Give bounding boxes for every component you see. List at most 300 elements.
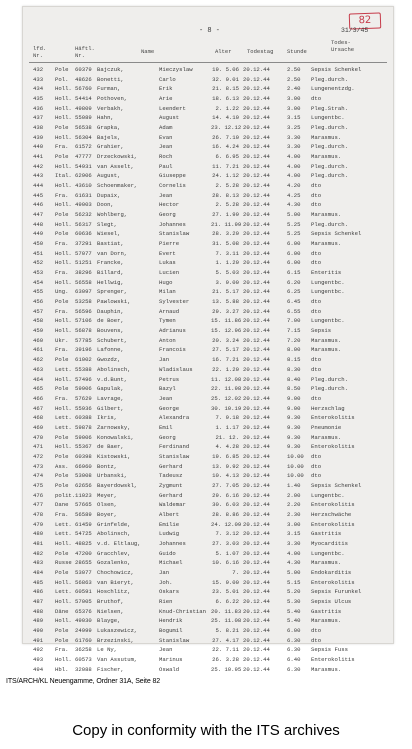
row-prisoner-number: 56232 [75, 211, 92, 219]
header-cause: Todes- Ursache [331, 39, 355, 53]
row-birth-day: 4. [215, 443, 223, 451]
row-prisoner-number: 57665 [75, 501, 92, 509]
row-death-time: 2.50 [287, 75, 301, 83]
row-number: 458 [33, 317, 44, 325]
table-row [31, 636, 387, 646]
row-death-date: 20.12.44 [243, 201, 270, 209]
row-birth-year: 9.01 [225, 75, 239, 83]
table-row [31, 171, 387, 181]
row-birth-date [211, 142, 239, 152]
row-birth-day: 5. [215, 269, 223, 277]
row-death-time: 6.45 [287, 298, 301, 306]
row-surname: Kistowski, [97, 452, 131, 460]
row-first-name: Georg [159, 211, 176, 219]
row-birth-day: 15. [211, 317, 222, 325]
row-prisoner-number: 63097 [75, 288, 92, 296]
row-birth-day: 27. [212, 481, 223, 489]
table-row [31, 491, 387, 501]
row-birth-day: 13. [212, 462, 223, 470]
row-category: Pole [55, 66, 69, 73]
row-death-date: 20.12.44 [243, 249, 270, 257]
row-number: 443 [33, 172, 44, 180]
row-first-name: Albert [159, 510, 180, 518]
row-birth-date [211, 597, 239, 607]
row-prisoner-number: 57496 [75, 375, 92, 383]
row-first-name: Erik [159, 85, 173, 93]
row-death-time: 5.40 [287, 607, 301, 615]
row-category: Fra. [55, 269, 69, 277]
row-surname: Bontz, [97, 462, 118, 470]
row-cause: Lungentbc. [311, 317, 345, 325]
row-birth-day: 23. [211, 124, 222, 132]
row-first-name: Bazyl [159, 385, 176, 393]
row-number: 440 [33, 143, 44, 151]
row-prisoner-number: 60591 [75, 588, 92, 596]
row-category: Pole [55, 230, 69, 238]
row-first-name: Hendrik [159, 617, 183, 625]
row-prisoner-number: 24999 [75, 626, 92, 634]
row-category: Holl. [55, 617, 72, 625]
row-category: Pole [55, 385, 69, 393]
row-death-date: 20.12.44 [243, 539, 270, 547]
row-number: 457 [33, 307, 44, 315]
row-death-time: 8.15 [287, 356, 301, 364]
row-birth-date [211, 326, 242, 336]
row-death-time: 4.30 [287, 559, 301, 567]
row-birth-year: 9.92 [225, 462, 239, 470]
row-death-time: 3.30 [287, 143, 301, 151]
row-surname: Van Assutum, [97, 655, 138, 663]
row-category: Fra. [55, 240, 69, 248]
row-death-date: 20.12.44 [243, 568, 270, 576]
table-row [31, 597, 387, 607]
row-death-time: 2.30 [287, 510, 301, 518]
row-death-date: 20.12.44 [243, 288, 270, 296]
row-death-date: 20.12.44 [243, 636, 270, 644]
row-surname: Abolinsch, [97, 530, 131, 538]
row-prisoner-number: 56304 [75, 133, 92, 141]
row-birth-day: 28. [212, 191, 223, 199]
row-cause: Endokarditis [311, 568, 352, 576]
row-death-time: 2.20 [287, 501, 301, 509]
row-death-date: 20.12.44 [243, 220, 270, 228]
row-cause: Pleg.durch. [311, 143, 348, 151]
row-prisoner-number: 60388 [75, 414, 92, 422]
row-birth-year: 12.96 [224, 327, 242, 335]
row-death-time: 8.30 [287, 365, 301, 373]
row-prisoner-number: 56589 [75, 510, 92, 518]
row-birth-year: 12.02 [224, 394, 242, 402]
row-number: 441 [33, 153, 44, 161]
row-cause: Pleg.Strah. [311, 104, 348, 112]
table-row [31, 520, 387, 530]
row-prisoner-number: 53008 [75, 472, 92, 480]
row-birth-day: 30. [211, 404, 222, 412]
table-row [31, 84, 387, 94]
row-death-time: 4.00 [287, 153, 301, 161]
table-row [31, 626, 387, 636]
row-surname: Schoenmaker, [97, 182, 138, 190]
row-number: 487 [33, 597, 44, 605]
row-death-date: 20.12.44 [243, 433, 270, 441]
row-first-name: Zygmunt [159, 481, 183, 489]
table-row [31, 655, 387, 665]
row-category: Pole [55, 124, 69, 132]
row-cause: Lungentbc. [311, 549, 345, 557]
row-birth-year: 10.95 [224, 665, 242, 673]
row-prisoner-number: 61572 [75, 143, 92, 151]
row-first-name: Jean [159, 191, 173, 199]
row-surname: Gapulak, [97, 385, 124, 393]
row-cause: Enterokolitis [311, 578, 355, 586]
row-first-name: Sylvester [159, 298, 190, 306]
row-birth-year: 8.13 [225, 191, 239, 199]
row-category: Pole [55, 626, 69, 634]
row-cause: Marasmus. [311, 433, 342, 441]
row-prisoner-number: 59006 [75, 433, 92, 441]
row-birth-year: 10.19 [224, 404, 242, 412]
row-prisoner-number: 48825 [75, 539, 92, 547]
row-birth-day: 27. [212, 211, 223, 219]
table-row [31, 568, 387, 578]
row-number: 435 [33, 95, 44, 103]
row-cause: Pleg.durch. [311, 375, 348, 383]
row-birth-day: 24. [211, 520, 222, 528]
row-cause: Herzschlag [311, 404, 345, 412]
row-prisoner-number: 61002 [75, 356, 92, 364]
row-category: Fra. [55, 346, 69, 354]
row-birth-day: 11. [212, 162, 223, 170]
row-birth-year: 6.16 [225, 491, 239, 499]
row-category: Holl. [55, 133, 72, 141]
row-surname: de Baer, [97, 443, 124, 451]
row-birth-date [211, 423, 239, 433]
row-first-name: Roch [159, 153, 173, 161]
row-death-date: 20.12.44 [243, 559, 270, 567]
header-time: Stunde [287, 48, 307, 55]
table-row [31, 616, 387, 626]
row-category: Fra. [55, 307, 69, 315]
row-death-date: 20.12.44 [243, 230, 270, 238]
row-first-name: Bogumil [159, 626, 183, 634]
row-death-time: 8.50 [287, 385, 301, 393]
row-surname: Chochowicz, [97, 568, 134, 576]
row-number: 470 [33, 433, 44, 441]
row-birth-day: 22. [211, 385, 222, 393]
row-death-date: 20.12.44 [243, 472, 270, 480]
row-birth-year: 12. [228, 433, 239, 441]
table-row [31, 297, 387, 307]
row-death-date: 20.12.44 [243, 211, 270, 219]
row-death-time: 6.00 [287, 259, 301, 267]
row-death-time: 8.40 [287, 375, 301, 383]
row-birth-day: 19. [212, 66, 223, 73]
row-birth-day: 14. [212, 114, 223, 122]
row-first-name: Wladislaus [159, 365, 193, 373]
row-prisoner-number: 53077 [75, 568, 92, 576]
row-cause: Lungenentzdg. [311, 85, 355, 93]
table-row [31, 104, 387, 114]
row-death-date: 20.12.44 [243, 665, 270, 673]
row-birth-year: 5.28 [225, 201, 239, 209]
table-row [31, 142, 387, 152]
row-number: 486 [33, 588, 44, 596]
row-birth-date [211, 200, 239, 210]
table-row [31, 481, 387, 491]
row-prisoner-number: 66960 [75, 462, 92, 470]
table-row [31, 162, 387, 172]
header-prisoner-nr: Häftl. Nr. [75, 45, 95, 59]
row-category: Holl. [55, 249, 72, 257]
row-category: Ukr. [55, 336, 69, 344]
row-birth-date [211, 607, 242, 617]
row-number: 447 [33, 211, 44, 219]
row-death-time: 6.30 [287, 646, 301, 654]
row-cause: Sepsis Schenkel [311, 66, 362, 73]
row-birth-day: 7. [215, 414, 223, 422]
row-birth-day: 16. [212, 143, 223, 151]
row-number: 490 [33, 626, 44, 634]
row-birth-date [211, 665, 242, 675]
row-death-date: 20.12.44 [243, 385, 270, 393]
row-cause: Sepsis Schenkel [311, 230, 362, 238]
row-birth-year: 8.86 [225, 510, 239, 518]
row-birth-date [211, 229, 239, 239]
row-first-name: Evert [159, 249, 176, 257]
row-number: 469 [33, 423, 44, 431]
row-birth-year: 1.12 [225, 172, 239, 180]
row-first-name: Ludwig [159, 530, 180, 538]
row-death-date: 20.12.44 [243, 462, 270, 470]
table-row [31, 287, 387, 297]
row-number: 477 [33, 501, 44, 509]
row-category: Holl. [55, 259, 72, 267]
row-category: Pole [55, 298, 69, 306]
page-stamp: 82 [349, 12, 382, 29]
row-birth-date [211, 268, 239, 278]
row-category: Holl. [55, 655, 72, 663]
row-prisoner-number: 55388 [75, 365, 92, 373]
row-birth-day: 1. [215, 423, 223, 431]
row-birth-date [211, 181, 239, 191]
row-birth-date [211, 152, 239, 162]
row-death-date: 20.12.44 [243, 327, 270, 335]
row-birth-year: 3.24 [225, 336, 239, 344]
row-birth-date [211, 394, 242, 404]
row-prisoner-number: 56878 [75, 327, 92, 335]
row-birth-date [211, 191, 239, 201]
row-surname: Slegt, [97, 220, 118, 228]
row-birth-date [211, 171, 239, 181]
row-birth-date [211, 626, 239, 636]
row-birth-date [211, 345, 239, 355]
row-birth-date [211, 249, 239, 259]
row-death-time: 10.00 [287, 472, 304, 480]
row-first-name: Jean [159, 646, 173, 654]
table-row [31, 181, 387, 191]
row-surname: Grapka, [97, 124, 121, 132]
row-category: Holl. [55, 104, 72, 112]
row-birth-year: 7.10 [225, 133, 239, 141]
table-row [31, 665, 387, 675]
row-death-date: 20.12.44 [243, 278, 270, 286]
row-death-time: 2.40 [287, 85, 301, 93]
row-category: Däne [55, 607, 69, 615]
row-number: 448 [33, 220, 44, 228]
row-death-date: 20.12.44 [243, 153, 270, 161]
row-number: 449 [33, 230, 44, 238]
row-birth-date [211, 239, 239, 249]
row-prisoner-number: 36258 [75, 646, 92, 654]
row-prisoner-number: 59906 [75, 385, 92, 393]
row-death-time: 4.20 [287, 182, 301, 190]
table-row [31, 462, 387, 472]
row-birth-day: 28. [212, 230, 223, 238]
row-surname: Lafonne, [97, 346, 124, 354]
row-category: Pole [55, 636, 69, 644]
row-cause: dto [311, 201, 322, 209]
row-death-date: 20.12.44 [243, 269, 270, 277]
row-birth-date [211, 384, 242, 394]
row-prisoner-number: 28655 [75, 559, 92, 567]
row-first-name: Lucien [159, 269, 180, 277]
row-birth-date [211, 278, 239, 288]
row-birth-day: 23. [212, 588, 223, 596]
row-category: Pol. [55, 75, 69, 83]
row-category: Pole [55, 356, 69, 364]
row-first-name: Evan [159, 133, 173, 141]
table-row [31, 500, 387, 510]
row-birth-year: 7.21 [225, 162, 239, 170]
row-birth-year: 5.06 [225, 66, 239, 73]
row-death-time: 9.30 [287, 414, 301, 422]
row-birth-year: 5.88 [225, 298, 239, 306]
row-first-name: Rien [159, 597, 173, 605]
row-birth-day: 11. [211, 375, 222, 383]
row-death-time: 5.20 [287, 588, 301, 596]
row-prisoner-number: 55936 [75, 404, 92, 412]
table-row [31, 336, 387, 346]
row-birth-year: 9.18 [225, 414, 239, 422]
row-death-date: 20.12.44 [243, 346, 270, 354]
row-surname: Billard, [97, 269, 124, 277]
row-death-time: 1.40 [287, 481, 301, 489]
row-surname: Grinfelde, [97, 520, 131, 528]
row-death-date: 20.12.44 [243, 75, 270, 83]
table-row [31, 200, 387, 210]
row-number: 481 [33, 539, 44, 547]
row-birth-date [211, 471, 239, 481]
row-death-time: 6.25 [287, 288, 301, 296]
row-surname: August, [97, 172, 121, 180]
row-death-date: 20.12.44 [243, 481, 270, 489]
row-prisoner-number: 11023 [75, 491, 92, 499]
row-prisoner-number: 57785 [75, 336, 92, 344]
row-first-name: Joh. [159, 578, 173, 586]
row-birth-date [211, 404, 242, 414]
table-row [31, 549, 387, 559]
table-row [31, 326, 387, 336]
row-death-date: 20.12.44 [243, 501, 270, 509]
header-age: Alter [215, 48, 232, 55]
row-birth-year: 6.22 [225, 597, 239, 605]
row-first-name: August [159, 114, 180, 122]
table-row [31, 278, 387, 288]
row-first-name: Georg [159, 433, 176, 441]
row-category: Holl. [55, 85, 72, 93]
table-row [31, 529, 387, 539]
row-cause: Pneumonie [311, 423, 342, 431]
row-surname: Boyer, [97, 510, 118, 518]
row-birth-date [211, 578, 239, 588]
row-category: Pole [55, 452, 69, 460]
row-birth-date [211, 558, 239, 568]
row-death-time: 4.30 [287, 201, 301, 209]
document-page [22, 6, 394, 673]
row-death-time: 2.50 [287, 66, 301, 73]
row-first-name: Petrus [159, 375, 180, 383]
row-death-time: 9.30 [287, 423, 301, 431]
row-death-date: 20.12.44 [243, 182, 270, 190]
row-prisoner-number: 60573 [75, 655, 92, 663]
row-birth-date [211, 587, 239, 597]
row-first-name: Michael [159, 559, 183, 567]
row-first-name: Marinus [159, 655, 183, 663]
row-birth-day: 30. [212, 501, 223, 509]
row-first-name: Francois [159, 346, 186, 354]
row-cause: Marasmus. [311, 559, 342, 567]
row-birth-day: 21. [212, 85, 223, 93]
row-birth-day: 21. [212, 288, 223, 296]
row-cause: Marasmus. [311, 240, 342, 248]
row-cause: Enterokolitis [311, 414, 355, 422]
table-row [31, 268, 387, 278]
row-birth-day: 2. [215, 104, 223, 112]
row-birth-date [211, 287, 239, 297]
row-death-date: 20.12.44 [243, 655, 270, 663]
row-prisoner-number: 60398 [75, 452, 92, 460]
row-death-date: 20.12.44 [243, 404, 270, 412]
row-category: Pole [55, 481, 69, 489]
row-surname: Lukaszewicz, [97, 626, 138, 634]
row-death-date: 20.12.44 [243, 597, 270, 605]
row-death-date: 20.12.44 [243, 114, 270, 122]
row-category: Hbl. [55, 665, 69, 673]
row-death-date: 20.12.44 [243, 375, 270, 383]
row-number: 479 [33, 520, 44, 528]
row-prisoner-number: 53258 [75, 298, 92, 306]
row-birth-year: 6.85 [225, 452, 239, 460]
table-row [31, 210, 387, 220]
row-category: Ung. [55, 288, 69, 296]
row-death-date: 20.12.44 [243, 607, 270, 615]
row-cause: dto [311, 636, 322, 644]
row-prisoner-number: 56760 [75, 85, 92, 93]
row-prisoner-number: 61459 [75, 520, 92, 528]
row-birth-date [211, 616, 242, 626]
row-birth-year: 1.20 [225, 365, 239, 373]
row-birth-year: 5.28 [225, 182, 239, 190]
table-row [31, 123, 387, 133]
row-cause: Pleg.durch. [311, 172, 348, 180]
table-row [31, 249, 387, 259]
row-prisoner-number: 59878 [75, 423, 92, 431]
row-prisoner-number: 57005 [75, 597, 92, 605]
row-first-name: Hector [159, 201, 180, 209]
row-prisoner-number: 48626 [75, 75, 92, 83]
row-birth-day: 32. [212, 75, 223, 83]
row-birth-date [211, 510, 239, 520]
